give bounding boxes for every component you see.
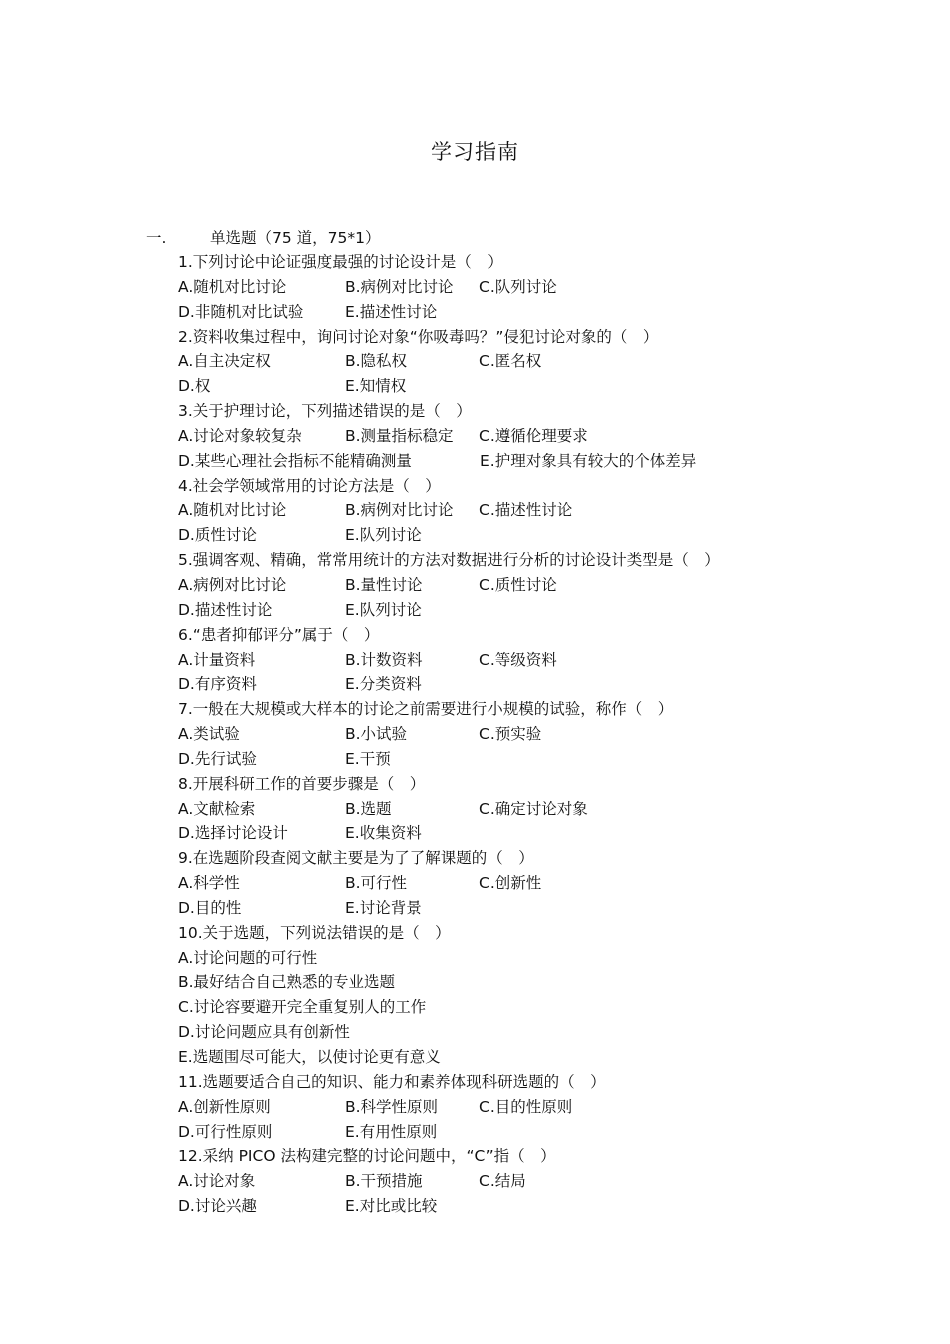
answer-option: B.干预措施 bbox=[345, 1172, 423, 1191]
option-row bbox=[178, 672, 898, 697]
answer-option: A.讨论对象较复杂 bbox=[178, 426, 302, 445]
option-row bbox=[178, 598, 898, 623]
answer-option: E.干预 bbox=[345, 749, 391, 768]
answer-option: A.讨论问题的可行性 bbox=[178, 948, 318, 967]
option-row bbox=[178, 747, 898, 772]
question-stem: 1.下列讨论中论证强度最强的讨论设计是（ ） bbox=[178, 253, 503, 271]
answer-option: A.随机对比讨论 bbox=[178, 277, 287, 296]
option-row bbox=[178, 424, 898, 449]
option-row bbox=[178, 1045, 898, 1070]
question-stem: 6.“患者抑郁评分”属于（ ） bbox=[178, 625, 380, 644]
option-row bbox=[178, 648, 898, 673]
answer-option: D.目的性 bbox=[178, 898, 242, 917]
answer-option: E.收集资料 bbox=[345, 824, 422, 843]
answer-option: B.病例对比讨论 bbox=[345, 277, 454, 296]
question-stem: 11.选题要适合自己的知识、能力和素养体现科研选题的（ ） bbox=[178, 1072, 606, 1091]
answer-option: D.先行试验 bbox=[178, 749, 257, 768]
answer-option: C.描述性讨论 bbox=[479, 501, 573, 520]
question-stem: 8.开展科研工作的首要步骤是（ ） bbox=[178, 774, 426, 793]
option-row bbox=[178, 896, 898, 921]
answer-option: B.科学性原则 bbox=[345, 1097, 439, 1116]
answer-option: C.确定讨论对象 bbox=[479, 799, 588, 818]
answer-option: C.队列讨论 bbox=[479, 277, 557, 296]
question-stem: 12.采纳 PICO 法构建完整的讨论问题中，“C”指（ ） bbox=[178, 1147, 556, 1166]
question-stem: 2.资料收集过程中，询问讨论对象“你吸毒吗？”侵犯讨论对象的（ ） bbox=[178, 327, 659, 346]
option-row bbox=[178, 797, 898, 822]
option-row bbox=[178, 946, 898, 971]
option-row bbox=[178, 349, 898, 374]
answer-option: C.匿名权 bbox=[479, 352, 542, 371]
answer-option: B.量性讨论 bbox=[345, 575, 423, 594]
answer-option: C.质性讨论 bbox=[479, 575, 557, 594]
answer-option: D.选择讨论设计 bbox=[178, 824, 288, 843]
answer-option: D.描述性讨论 bbox=[178, 600, 273, 619]
option-row bbox=[178, 523, 898, 548]
answer-option: A.文献检索 bbox=[178, 799, 256, 818]
option-row bbox=[178, 573, 898, 598]
option-row bbox=[178, 449, 898, 474]
option-row bbox=[178, 1120, 898, 1145]
question-stem: 10.关于选题，下列说法错误的是（ ） bbox=[178, 923, 451, 942]
option-row bbox=[178, 821, 898, 846]
answer-option: E.讨论背景 bbox=[345, 898, 422, 917]
option-row bbox=[178, 300, 898, 325]
answer-option: A.随机对比讨论 bbox=[178, 501, 287, 520]
section-number: 一. bbox=[146, 229, 167, 247]
section-heading bbox=[146, 226, 381, 250]
answer-option: C.遵循伦理要求 bbox=[479, 426, 588, 445]
answer-option: D.可行性原则 bbox=[178, 1122, 273, 1141]
answer-option: A.科学性 bbox=[178, 874, 240, 893]
answer-option: D.某些心理社会指标不能精确测量 bbox=[178, 451, 412, 470]
answer-option: B.测量指标稳定 bbox=[345, 426, 454, 445]
answer-option: A.计量资料 bbox=[178, 650, 256, 669]
option-row bbox=[178, 871, 898, 896]
answer-option: A.病例对比讨论 bbox=[178, 575, 287, 594]
answer-option: E.分类资料 bbox=[345, 675, 422, 694]
answer-option: D.非随机对比试验 bbox=[178, 302, 304, 321]
answer-option: C.预实验 bbox=[479, 725, 542, 744]
answer-option: A.创新性原则 bbox=[178, 1097, 271, 1116]
question-stem: 5.强调客观、精确，常常用统计的方法对数据进行分析的讨论设计类型是（ ） bbox=[178, 551, 720, 570]
option-row bbox=[178, 995, 898, 1020]
option-row bbox=[178, 498, 898, 523]
section-label: 单选题（75 道，75*1） bbox=[210, 229, 381, 247]
answer-option: B.小试验 bbox=[345, 725, 408, 744]
answer-option: E.有用性原则 bbox=[345, 1122, 438, 1141]
answer-option: C.结局 bbox=[479, 1172, 526, 1191]
answer-option: A.讨论对象 bbox=[178, 1172, 256, 1191]
answer-option: B.可行性 bbox=[345, 874, 408, 893]
option-row bbox=[178, 275, 898, 300]
option-row bbox=[178, 1095, 898, 1120]
answer-option: D.讨论问题应具有创新性 bbox=[178, 1023, 350, 1042]
answer-option: D.质性讨论 bbox=[178, 526, 257, 545]
answer-option: E.护理对象具有较大的个体差异 bbox=[480, 451, 697, 470]
page-title: 学习指南 bbox=[431, 140, 519, 164]
answer-option: D.讨论兴趣 bbox=[178, 1197, 257, 1216]
answer-option: C.讨论容要避开完全重复别人的工作 bbox=[178, 998, 427, 1017]
answer-option: B.病例对比讨论 bbox=[345, 501, 454, 520]
answer-option: E.对比或比较 bbox=[345, 1197, 438, 1216]
question-stem: 4.社会学领域常用的讨论方法是（ ） bbox=[178, 476, 441, 495]
option-row bbox=[178, 374, 898, 399]
question-stem: 7.一般在大规模或大样本的讨论之前需要进行小规模的试验，称作（ ） bbox=[178, 700, 674, 719]
option-row bbox=[178, 722, 898, 747]
answer-option: D.权 bbox=[178, 377, 211, 396]
answer-option: B.最好结合自己熟悉的专业选题 bbox=[178, 973, 396, 992]
option-row bbox=[178, 1194, 898, 1219]
answer-option: E.队列讨论 bbox=[345, 600, 422, 619]
answer-option: E.选题围尽可能大，以使讨论更有意义 bbox=[178, 1048, 441, 1066]
answer-option: C.目的性原则 bbox=[479, 1097, 573, 1116]
answer-option: B.计数资料 bbox=[345, 650, 423, 669]
option-row bbox=[178, 1020, 898, 1045]
answer-option: B.隐私权 bbox=[345, 352, 408, 371]
question-list bbox=[178, 250, 898, 1219]
answer-option: B.选题 bbox=[345, 799, 392, 818]
answer-option: C.创新性 bbox=[479, 874, 542, 893]
option-row bbox=[178, 970, 898, 995]
option-row bbox=[178, 1169, 898, 1194]
answer-option: A.类试验 bbox=[178, 725, 240, 744]
question-stem: 9.在选题阶段查阅文献主要是为了了解课题的（ ） bbox=[178, 849, 534, 868]
answer-option: C.等级资料 bbox=[479, 650, 557, 669]
answer-option: E.描述性讨论 bbox=[345, 302, 438, 321]
answer-option: E.知情权 bbox=[345, 377, 407, 396]
answer-option: A.自主决定权 bbox=[178, 352, 271, 371]
question-stem: 3.关于护理讨论，下列描述错误的是（ ） bbox=[178, 402, 472, 421]
answer-option: D.有序资料 bbox=[178, 675, 257, 694]
answer-option: E.队列讨论 bbox=[345, 526, 422, 545]
